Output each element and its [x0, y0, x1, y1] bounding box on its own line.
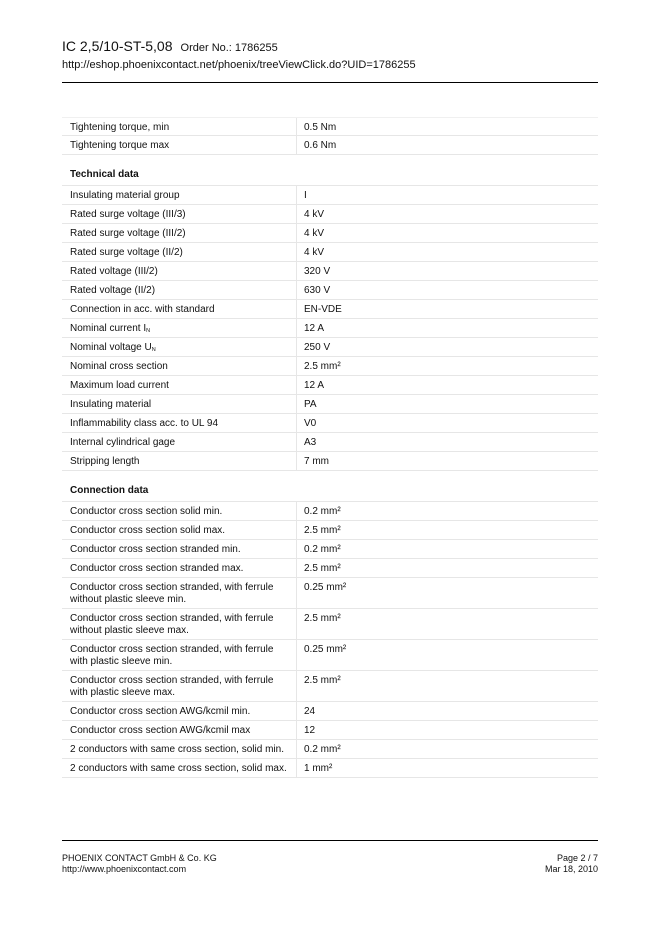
row-label-text: Rated voltage (III/2)	[70, 266, 158, 277]
row-value: EN-VDE	[304, 304, 342, 315]
row-value: 12	[304, 725, 316, 736]
row-label	[62, 452, 297, 470]
row-value: 0.25 mm²	[304, 644, 347, 655]
technical-rows-group	[62, 186, 598, 471]
row-value: 7 mm	[304, 456, 329, 467]
row-label	[62, 414, 297, 432]
section-heading-connection: Connection data	[62, 471, 598, 502]
row-value: 0.2 mm²	[304, 544, 341, 555]
table-row	[62, 300, 598, 319]
row-label-text: Conductor cross section stranded, with ferrule	[70, 613, 274, 624]
row-label	[62, 759, 297, 777]
row-label-text: Conductor cross section AWG/kcmil max	[70, 725, 251, 736]
row-label-text: Conductor cross section stranded, with ferrule	[70, 675, 274, 686]
row-value: 12 A	[304, 323, 325, 334]
row-label-subscript: N	[146, 328, 151, 334]
row-label	[62, 640, 297, 670]
row-label-text-line2: without plastic sleeve min.	[70, 594, 187, 605]
table-row	[62, 721, 598, 740]
row-label	[62, 521, 297, 539]
row-label	[62, 502, 297, 520]
row-label	[62, 702, 297, 720]
table-row	[62, 136, 598, 155]
footer-date: Mar 18, 2010	[544, 864, 598, 874]
table-row	[62, 578, 598, 609]
table-row	[62, 759, 598, 778]
title-line	[62, 38, 598, 57]
row-label	[62, 721, 297, 739]
row-label-text: Tightening torque max	[70, 140, 170, 151]
row-label-text: Conductor cross section stranded max.	[70, 563, 244, 574]
table-row	[62, 559, 598, 578]
row-value: PA	[304, 399, 317, 410]
table-row	[62, 338, 598, 357]
row-value: 250 V	[304, 342, 331, 353]
footer-website[interactable]: http://www.phoenixcontact.com	[62, 864, 187, 874]
row-value: 12 A	[304, 380, 325, 391]
table-row	[62, 205, 598, 224]
row-value: 4 kV	[304, 228, 325, 239]
row-value: 0.5 Nm	[304, 122, 337, 133]
table-row	[62, 357, 598, 376]
row-value: 24	[304, 706, 316, 717]
table-row	[62, 376, 598, 395]
row-label-text: Rated surge voltage (II/2)	[70, 247, 183, 258]
row-value: V0	[304, 418, 317, 429]
row-label	[62, 243, 297, 261]
table-row	[62, 671, 598, 702]
row-label-text: Conductor cross section stranded min.	[70, 544, 241, 555]
row-label-text-line2: with plastic sleeve max.	[70, 687, 176, 698]
table-row	[62, 262, 598, 281]
row-value: 2.5 mm²	[304, 675, 341, 686]
row-label	[62, 540, 297, 558]
row-label	[62, 433, 297, 451]
row-label-text: Nominal current I	[70, 323, 147, 334]
row-value: 0.2 mm²	[304, 506, 341, 517]
row-label-text: Conductor cross section stranded, with ferrule	[70, 582, 274, 593]
product-url[interactable]: http://eshop.phoenixcontact.net/phoenix/treeViewClick.do?UID=1786255	[62, 59, 416, 71]
table-row	[62, 414, 598, 433]
table-row	[62, 740, 598, 759]
row-label-text: Conductor cross section AWG/kcmil min.	[70, 706, 251, 717]
table-row	[62, 281, 598, 300]
table-row	[62, 186, 598, 205]
row-label	[62, 118, 297, 135]
row-label	[62, 186, 297, 204]
row-label-text: Internal cylindrical gage	[70, 437, 176, 448]
row-label-text: 2 conductors with same cross section, solid min.	[70, 744, 284, 755]
row-label-text: Nominal voltage U	[70, 342, 152, 353]
table-row	[62, 433, 598, 452]
table-row	[62, 319, 598, 338]
row-label	[62, 319, 297, 337]
row-label-text: Nominal cross section	[70, 361, 168, 372]
row-label-text: Stripping length	[70, 456, 140, 467]
row-label-text: Conductor cross section solid min.	[70, 506, 223, 517]
table-row	[62, 502, 598, 521]
section-heading-technical: Technical data	[62, 155, 598, 186]
row-value: 2.5 mm²	[304, 525, 341, 536]
row-label	[62, 136, 297, 154]
table-row	[62, 243, 598, 262]
row-label-text: Maximum load current	[70, 380, 169, 391]
row-value: 1 mm²	[304, 763, 333, 774]
row-label-text-line2: with plastic sleeve min.	[70, 656, 173, 667]
row-label	[62, 559, 297, 577]
row-label-text-line2: without plastic sleeve max.	[70, 625, 189, 636]
row-label	[62, 281, 297, 299]
row-label-text: Connection in acc. with standard	[70, 304, 215, 315]
row-label-text: Inflammability class acc. to UL 94	[70, 418, 219, 429]
table-row	[62, 395, 598, 414]
row-label-text: Conductor cross section solid max.	[70, 525, 226, 536]
row-value: 2.5 mm²	[304, 361, 341, 372]
row-label	[62, 671, 297, 701]
table-row	[62, 702, 598, 721]
row-label-text: Rated voltage (II/2)	[70, 285, 156, 296]
row-label	[62, 300, 297, 318]
footer-divider	[62, 840, 598, 841]
row-label-text: Rated surge voltage (III/2)	[70, 228, 186, 239]
product-name: IC 2,5/10-ST-5,08	[62, 38, 173, 54]
table-row	[62, 640, 598, 671]
row-value: 2.5 mm²	[304, 613, 341, 624]
table-row	[62, 452, 598, 471]
top-rows-group	[62, 117, 598, 155]
page-header	[62, 38, 598, 73]
row-value: 4 kV	[304, 209, 325, 220]
row-value: 0.2 mm²	[304, 744, 341, 755]
row-value: 4 kV	[304, 247, 325, 258]
row-label	[62, 357, 297, 375]
row-label	[62, 262, 297, 280]
row-label	[62, 740, 297, 758]
table-row	[62, 521, 598, 540]
row-value: A3	[304, 437, 317, 448]
row-label	[62, 395, 297, 413]
row-value: 0.6 Nm	[304, 140, 337, 151]
row-label	[62, 578, 297, 608]
footer-company: PHOENIX CONTACT GmbH & Co. KG	[62, 853, 217, 863]
row-label-text: Insulating material	[70, 399, 152, 410]
row-value: 2.5 mm²	[304, 563, 341, 574]
table-row	[62, 609, 598, 640]
row-label-text: 2 conductors with same cross section, solid max.	[70, 763, 287, 774]
row-value: I	[304, 190, 307, 201]
row-label-text: Conductor cross section stranded, with ferrule	[70, 644, 274, 655]
row-label-text: Tightening torque, min	[70, 122, 170, 133]
row-value: 630 V	[304, 285, 331, 296]
row-label-text: Rated surge voltage (III/3)	[70, 209, 186, 220]
table-row	[62, 117, 598, 136]
row-label	[62, 609, 297, 639]
row-label	[62, 376, 297, 394]
footer-page-number: Page 2 / 7	[556, 853, 598, 863]
connection-rows-group	[62, 502, 598, 778]
table-row	[62, 540, 598, 559]
row-label	[62, 338, 297, 356]
row-label-subscript: N	[151, 347, 156, 353]
row-label-text: Insulating material group	[70, 190, 180, 201]
row-value: 0.25 mm²	[304, 582, 347, 593]
row-value: 320 V	[304, 266, 331, 277]
row-label	[62, 205, 297, 223]
spec-table	[62, 117, 598, 778]
order-number: Order No.: 1786255	[180, 42, 278, 54]
row-label	[62, 224, 297, 242]
table-row	[62, 224, 598, 243]
header-divider	[62, 82, 598, 83]
